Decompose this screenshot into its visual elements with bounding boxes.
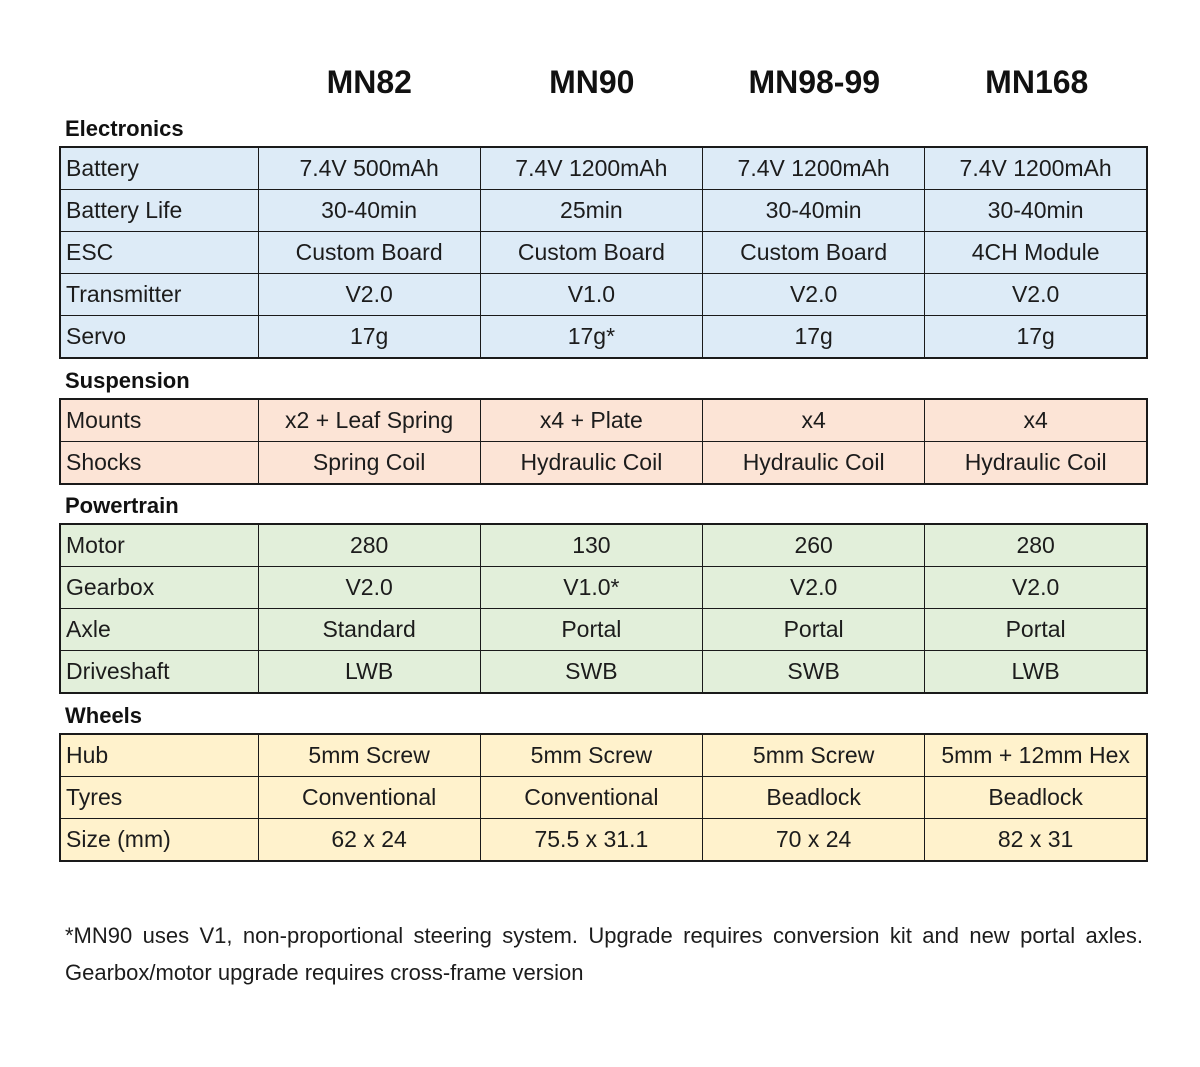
spec-cell: Hydraulic Coil (925, 442, 1147, 485)
spec-cell: LWB (258, 651, 480, 694)
spec-cell: SWB (703, 651, 925, 694)
spec-cell: 17g (925, 316, 1147, 359)
spec-cell: Portal (925, 609, 1147, 651)
spec-cell: 25min (480, 190, 702, 232)
spec-cell: V2.0 (703, 274, 925, 316)
row-label: Gearbox (60, 567, 258, 609)
spec-cell: V2.0 (258, 274, 480, 316)
spec-cell: Conventional (258, 777, 480, 819)
spec-cell: Portal (703, 609, 925, 651)
spec-cell: V2.0 (925, 274, 1147, 316)
spec-cell: Custom Board (703, 232, 925, 274)
spec-cell: 7.4V 1200mAh (925, 147, 1147, 190)
spec-cell: Custom Board (258, 232, 480, 274)
spec-cell: Custom Board (480, 232, 702, 274)
spec-cell: Beadlock (925, 777, 1147, 819)
model-header-row (258, 60, 1148, 104)
model-name: MN82 (326, 64, 412, 100)
row-label: Mounts (60, 399, 258, 442)
spec-cell: 7.4V 1200mAh (480, 147, 702, 190)
spec-cell: 280 (258, 524, 480, 567)
spec-cell: Hydraulic Coil (480, 442, 702, 485)
model-name: MN168 (985, 64, 1089, 100)
spec-cell: x4 (925, 399, 1147, 442)
section-title-powertrain: Powertrain (65, 493, 179, 518)
spec-cell: Standard (258, 609, 480, 651)
table-row (60, 777, 1147, 819)
spec-cell: SWB (480, 651, 702, 694)
spec-cell: 5mm + 12mm Hex (925, 734, 1147, 777)
wheels-table (59, 733, 1148, 862)
spec-cell: V1.0 (480, 274, 702, 316)
table-row (60, 232, 1147, 274)
spec-cell: 5mm Screw (703, 734, 925, 777)
spec-cell: 4CH Module (925, 232, 1147, 274)
electronics-table (59, 146, 1148, 359)
spec-cell: x4 (703, 399, 925, 442)
row-label: Battery (60, 147, 258, 190)
row-label: Shocks (60, 442, 258, 485)
spec-cell: 30-40min (703, 190, 925, 232)
spec-cell: 82 x 31 (925, 819, 1147, 862)
row-label: Tyres (60, 777, 258, 819)
spec-cell: Portal (480, 609, 702, 651)
spec-cell: Hydraulic Coil (703, 442, 925, 485)
table-row (60, 524, 1147, 567)
spec-cell: V2.0 (703, 567, 925, 609)
spec-cell: V2.0 (258, 567, 480, 609)
spec-cell: Spring Coil (258, 442, 480, 485)
table-row (60, 190, 1147, 232)
spec-cell: 62 x 24 (258, 819, 480, 862)
table-row (60, 734, 1147, 777)
suspension-table (59, 398, 1148, 485)
table-row (60, 819, 1147, 862)
spec-cell: 75.5 x 31.1 (480, 819, 702, 862)
row-label: ESC (60, 232, 258, 274)
row-label: Servo (60, 316, 258, 359)
spec-cell: V1.0* (480, 567, 702, 609)
spec-cell: 30-40min (258, 190, 480, 232)
spec-cell: 280 (925, 524, 1147, 567)
spec-cell: 17g* (480, 316, 702, 359)
model-name: MN90 (549, 64, 635, 100)
row-label: Axle (60, 609, 258, 651)
spec-cell: 70 x 24 (703, 819, 925, 862)
spec-cell: 5mm Screw (258, 734, 480, 777)
table-row (60, 274, 1147, 316)
table-row (60, 316, 1147, 359)
table-row (60, 651, 1147, 694)
row-label: Driveshaft (60, 651, 258, 694)
spec-cell: 7.4V 1200mAh (703, 147, 925, 190)
spec-cell: 5mm Screw (480, 734, 702, 777)
table-row (60, 609, 1147, 651)
section-title-electronics: Electronics (65, 116, 184, 141)
section-title-suspension: Suspension (65, 368, 190, 393)
spec-cell: 17g (258, 316, 480, 359)
spec-cell: x2 + Leaf Spring (258, 399, 480, 442)
section-title-wheels: Wheels (65, 703, 143, 728)
powertrain-table (59, 523, 1148, 694)
spec-cell: 260 (703, 524, 925, 567)
row-label: Motor (60, 524, 258, 567)
model-name: MN98-99 (748, 64, 881, 100)
spec-cell: 17g (703, 316, 925, 359)
spec-cell: Beadlock (703, 777, 925, 819)
table-row (60, 399, 1147, 442)
footnote: *MN90 uses V1, non-proportional steering system. Upgrade requires conversion kit and new portal axles. Gearbox/motor upgrade requires cross-frame version (65, 923, 1143, 985)
table-row (60, 442, 1147, 485)
spec-cell: 30-40min (925, 190, 1147, 232)
row-label: Transmitter (60, 274, 258, 316)
spec-cell: x4 + Plate (480, 399, 702, 442)
row-label: Hub (60, 734, 258, 777)
spec-cell: Conventional (480, 777, 702, 819)
row-label: Battery Life (60, 190, 258, 232)
spec-cell: 7.4V 500mAh (258, 147, 480, 190)
row-label: Size (mm) (60, 819, 258, 862)
table-row (60, 147, 1147, 190)
spec-cell: 130 (480, 524, 702, 567)
spec-cell: LWB (925, 651, 1147, 694)
spec-cell: V2.0 (925, 567, 1147, 609)
table-row (60, 567, 1147, 609)
